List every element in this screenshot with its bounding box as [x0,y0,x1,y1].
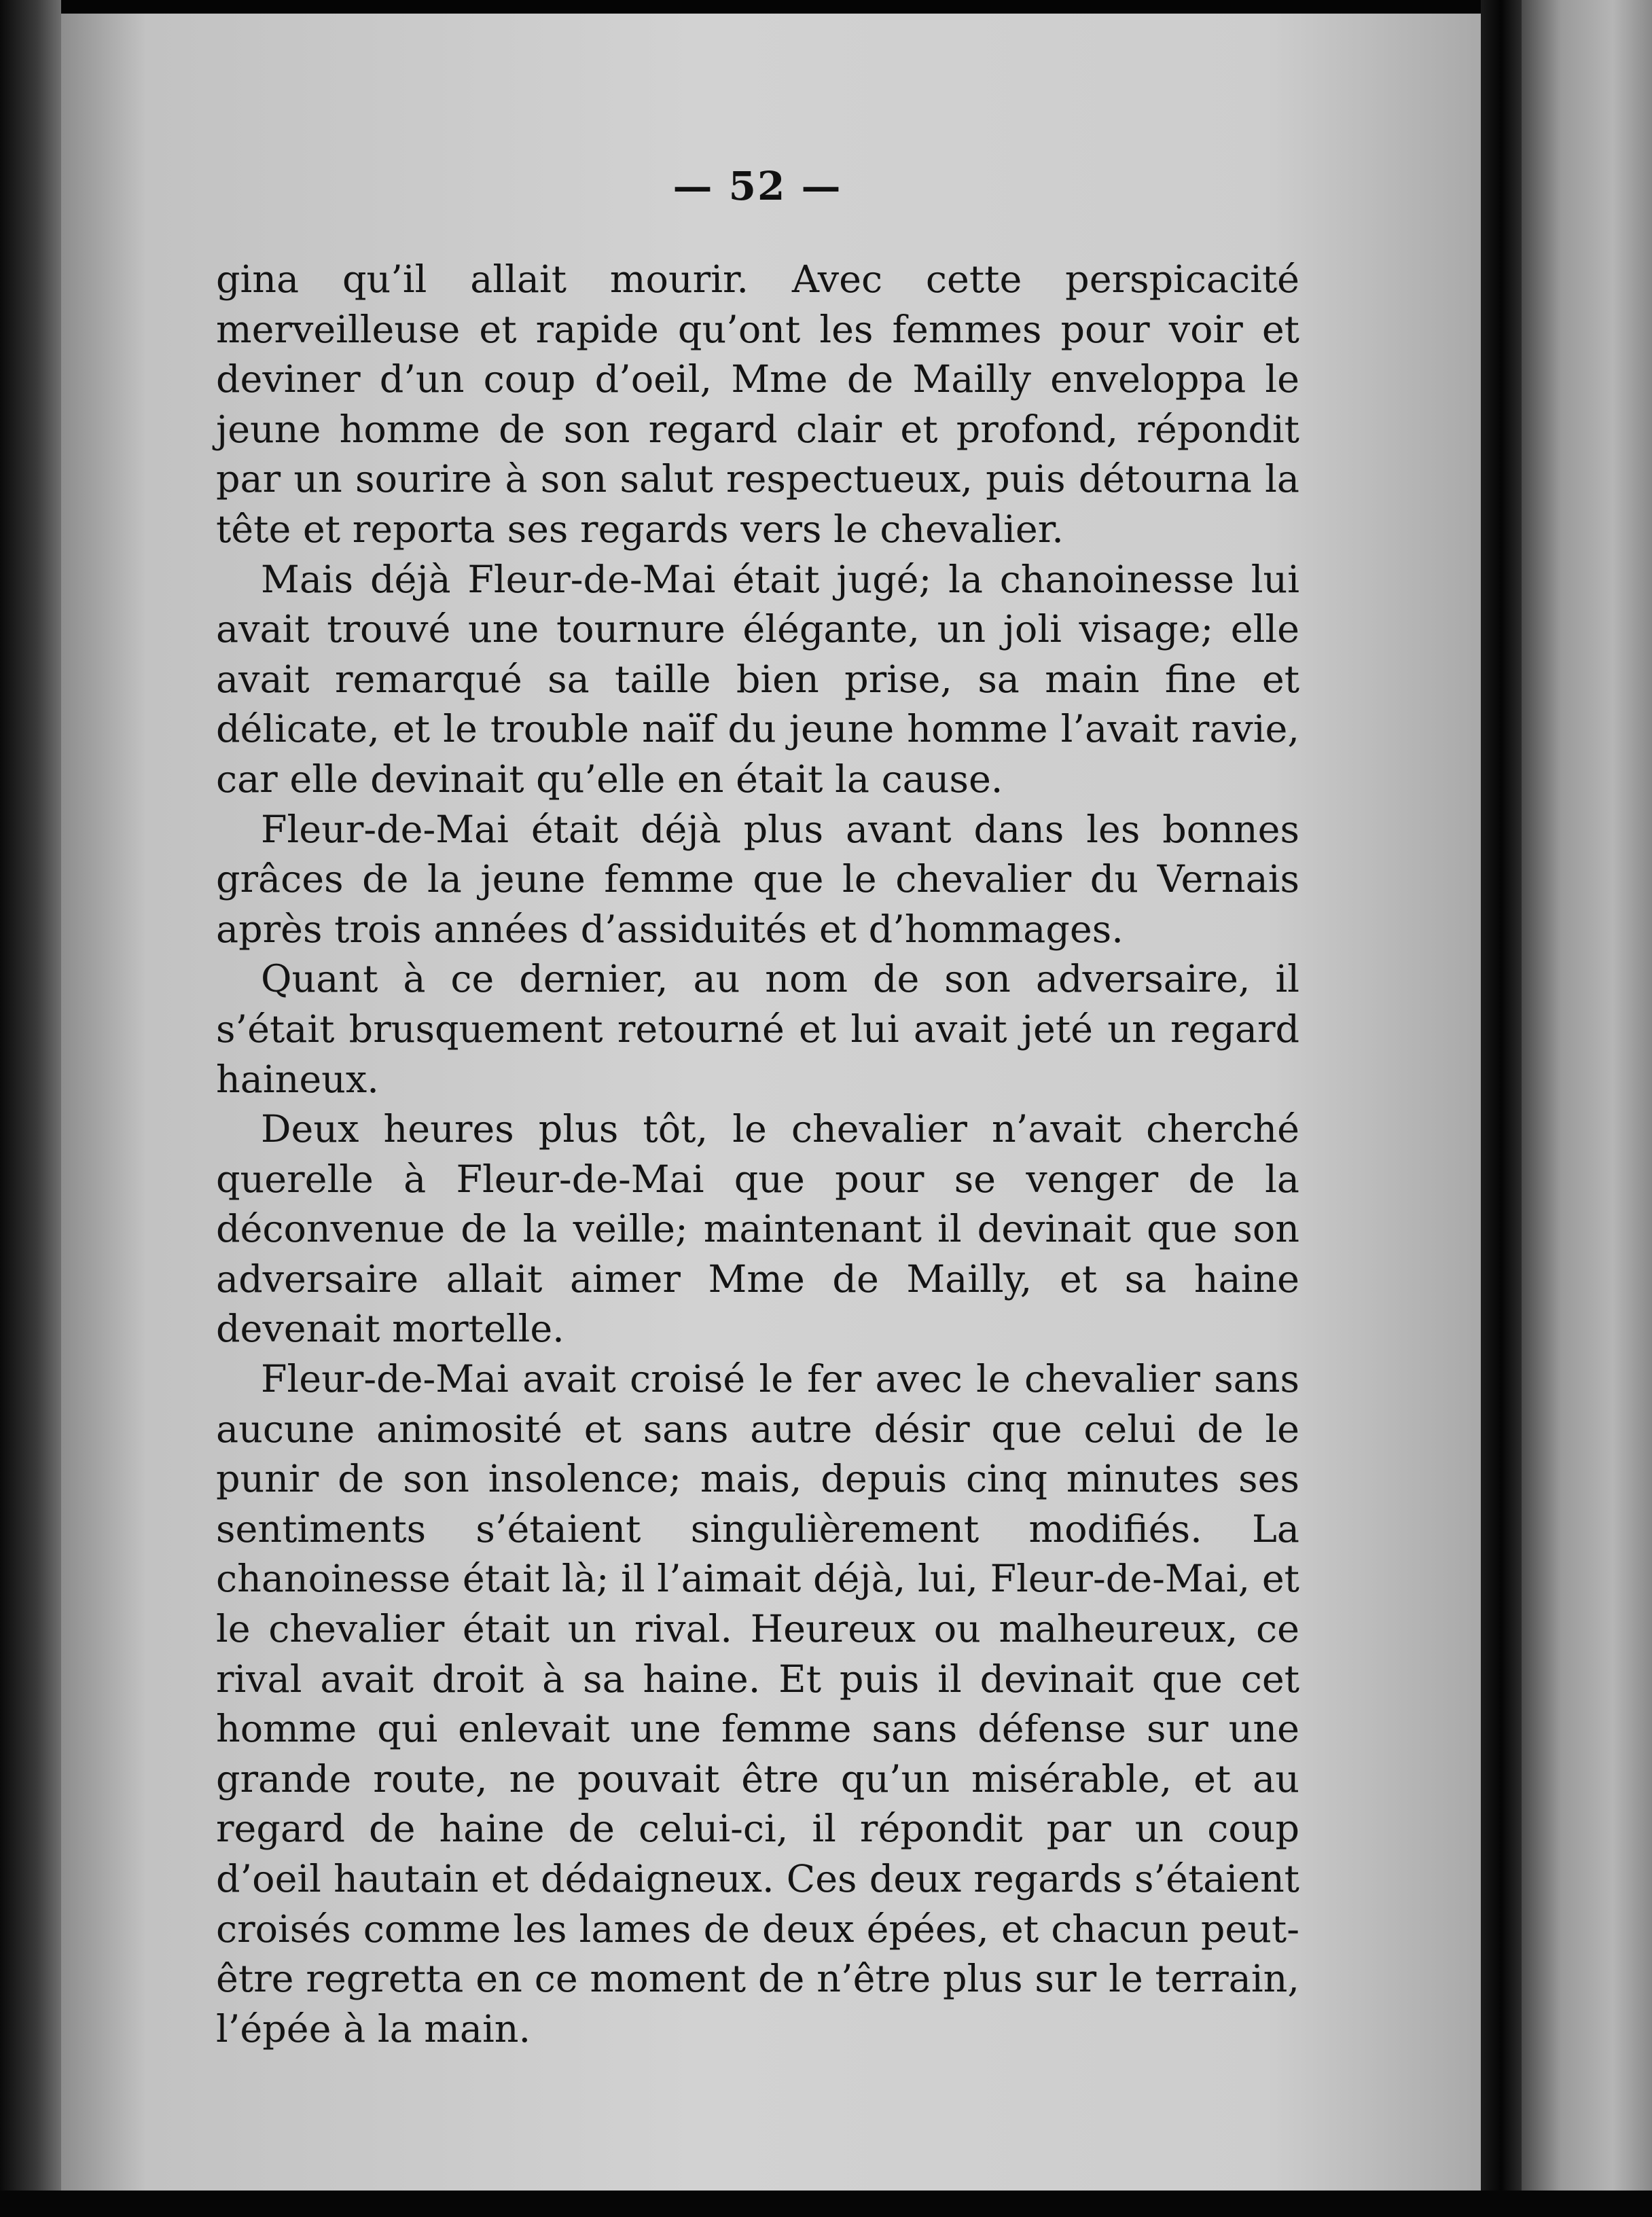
paragraph-3: Fleur-de-Mai était déjà plus avant dans les bonnes grâces de la jeune femme que le chevalier du Vernais après trois années d’assiduités et d’hommages. [216,807,1299,952]
paragraph-1: gina qu’il allait mourir. Avec cette perspicacité merveilleuse et rapide qu’ont les femmes pour voir et deviner d’un coup d’oeil, Mme de Mailly enveloppa le jeune homme de son regard clair et profond, répondit par un sourire à son salut respectueux, puis détourna la tête et reporta ses regards vers le chevalier. [216,257,1299,552]
page-number: — 52 — [672,163,842,209]
book-gutter [1481,0,1522,2217]
scan-bottom-edge [0,2191,1652,2217]
paragraph-5: Deux heures plus tôt, le chevalier n’avait cherché querelle à Fleur-de-Mai que pour se venger de la déconvenue de la veille; maintenant il devinait que son adversaire allait aimer Mme de Mailly, et sa haine devenait mortelle. [216,1107,1299,1352]
paragraph-2: Mais déjà Fleur-de-Mai était jugé; la chanoinesse lui avait trouvé une tournure élégante, un joli visage; elle avait remarqué sa taille bien prise, sa main fine et délicate, et le trouble naïf du jeune homme l’avait ravie, car elle devinait qu’elle en était la cause. [216,557,1299,801]
body-text [216,255,1299,2054]
paragraph-4: Quant à ce dernier, au nom de son adversaire, il s’était brusquement retourné et lui avait jeté un regard haineux. [216,957,1299,1102]
paragraph-6: Fleur-de-Mai avait croisé le fer avec le chevalier sans aucune animosité et sans autre désir que celui de le punir de son insolence; mais, depuis cinq minutes ses sentiments s’étaient singulièrement modifiés. La chanoinesse était là; il l’aimait déjà, lui, Fleur-de-Mai, et le chevalier était un rival. Heureux ou malheureux, ce rival avait droit à sa haine. Et puis il devinait que cet homme qui enlevait une femme sans défense sur une grande route, ne pouvait être qu’un misérable, et au regard de haine de celui-ci, il répondit par un coup d’oeil hautain et dédaigneux. Ces deux regards s’étaient croisés comme les lames de deux épées, et chacun peut-être regretta en ce moment de n’être plus sur le terrain, l’épée à la main. [216,1357,1299,2051]
adjacent-page-edge [1522,0,1652,2217]
book-left-edge [0,0,61,2217]
